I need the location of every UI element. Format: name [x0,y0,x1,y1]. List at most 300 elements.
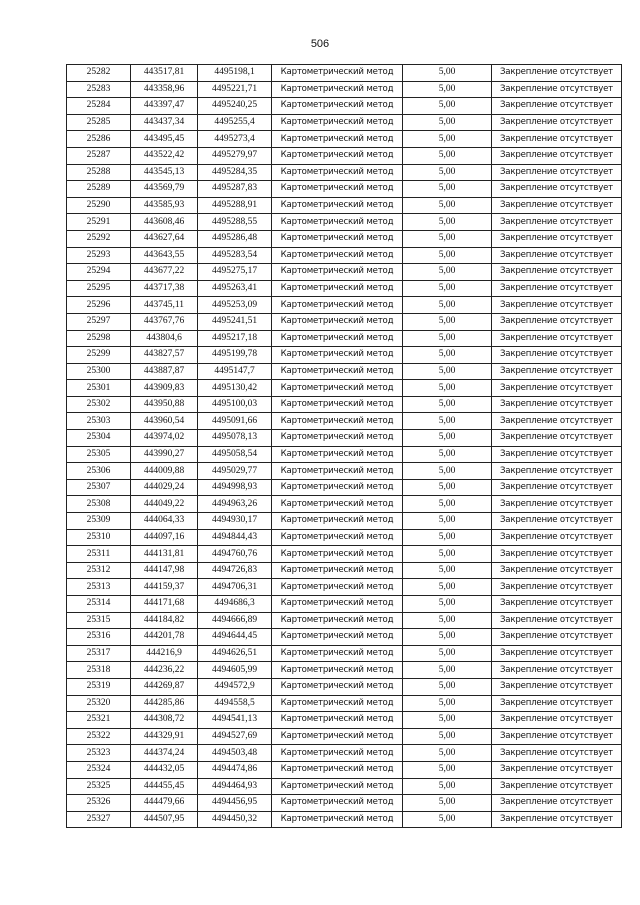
method-cell: Картометрический метод [272,695,403,712]
accuracy-cell: 5,00 [403,712,492,729]
table-row [67,546,622,563]
method-cell: Картометрический метод [272,380,403,397]
fixation-cell: Закрепление отсутствует [492,131,622,148]
table-row [67,645,622,662]
point-number-cell: 25294 [67,264,131,281]
y-coordinate-cell: 4495255,4 [198,114,272,131]
method-cell: Картометрический метод [272,529,403,546]
coordinates-table-body [67,65,622,828]
x-coordinate-cell: 443608,46 [131,214,198,231]
y-coordinate-cell: 4495287,83 [198,181,272,198]
accuracy-cell: 5,00 [403,380,492,397]
method-cell: Картометрический метод [272,811,403,828]
method-cell: Картометрический метод [272,214,403,231]
x-coordinate-cell: 444374,24 [131,745,198,762]
method-cell: Картометрический метод [272,446,403,463]
fixation-cell: Закрепление отсутствует [492,347,622,364]
fixation-cell: Закрепление отсутствует [492,546,622,563]
y-coordinate-cell: 4494464,93 [198,778,272,795]
table-row [67,297,622,314]
table-row [67,761,622,778]
method-cell: Картометрический метод [272,98,403,115]
method-cell: Картометрический метод [272,280,403,297]
method-cell: Картометрический метод [272,778,403,795]
y-coordinate-cell: 4494527,69 [198,728,272,745]
y-coordinate-cell: 4495275,17 [198,264,272,281]
table-row [67,728,622,745]
fixation-cell: Закрепление отсутствует [492,811,622,828]
coordinates-table [66,64,622,828]
point-number-cell: 25291 [67,214,131,231]
point-number-cell: 25327 [67,811,131,828]
table-row [67,678,622,695]
fixation-cell: Закрепление отсутствует [492,579,622,596]
point-number-cell: 25320 [67,695,131,712]
y-coordinate-cell: 4495078,13 [198,430,272,447]
accuracy-cell: 5,00 [403,313,492,330]
y-coordinate-cell: 4494605,99 [198,662,272,679]
method-cell: Картометрический метод [272,795,403,812]
fixation-cell: Закрепление отсутствует [492,313,622,330]
fixation-cell: Закрепление отсутствует [492,712,622,729]
point-number-cell: 25295 [67,280,131,297]
method-cell: Картометрический метод [272,496,403,513]
y-coordinate-cell: 4494844,43 [198,529,272,546]
accuracy-cell: 5,00 [403,728,492,745]
table-row [67,81,622,98]
x-coordinate-cell: 443717,38 [131,280,198,297]
table-row [67,579,622,596]
table-row [67,662,622,679]
method-cell: Картометрический метод [272,579,403,596]
accuracy-cell: 5,00 [403,330,492,347]
x-coordinate-cell: 444097,16 [131,529,198,546]
point-number-cell: 25326 [67,795,131,812]
table-row [67,811,622,828]
point-number-cell: 25297 [67,313,131,330]
fixation-cell: Закрепление отсутствует [492,778,622,795]
table-row [67,247,622,264]
y-coordinate-cell: 4495273,4 [198,131,272,148]
x-coordinate-cell: 444049,22 [131,496,198,513]
fixation-cell: Закрепление отсутствует [492,114,622,131]
table-row [67,230,622,247]
x-coordinate-cell: 443397,47 [131,98,198,115]
x-coordinate-cell: 443569,79 [131,181,198,198]
x-coordinate-cell: 443437,34 [131,114,198,131]
table-row [67,380,622,397]
y-coordinate-cell: 4495288,91 [198,197,272,214]
point-number-cell: 25313 [67,579,131,596]
accuracy-cell: 5,00 [403,214,492,231]
accuracy-cell: 5,00 [403,65,492,82]
method-cell: Картометрический метод [272,413,403,430]
accuracy-cell: 5,00 [403,413,492,430]
y-coordinate-cell: 4495279,97 [198,147,272,164]
accuracy-cell: 5,00 [403,596,492,613]
x-coordinate-cell: 443990,27 [131,446,198,463]
accuracy-cell: 5,00 [403,612,492,629]
table-row [67,330,622,347]
y-coordinate-cell: 4495029,77 [198,463,272,480]
x-coordinate-cell: 444029,24 [131,479,198,496]
x-coordinate-cell: 444131,81 [131,546,198,563]
y-coordinate-cell: 4494644,45 [198,629,272,646]
accuracy-cell: 5,00 [403,562,492,579]
table-row [67,479,622,496]
y-coordinate-cell: 4495221,71 [198,81,272,98]
point-number-cell: 25299 [67,347,131,364]
accuracy-cell: 5,00 [403,579,492,596]
table-row [67,463,622,480]
point-number-cell: 25285 [67,114,131,131]
y-coordinate-cell: 4495286,48 [198,230,272,247]
accuracy-cell: 5,00 [403,778,492,795]
method-cell: Картометрический метод [272,363,403,380]
x-coordinate-cell: 443909,83 [131,380,198,397]
method-cell: Картометрический метод [272,313,403,330]
table-row [67,164,622,181]
table-row [67,446,622,463]
table-row [67,629,622,646]
method-cell: Картометрический метод [272,264,403,281]
point-number-cell: 25310 [67,529,131,546]
x-coordinate-cell: 443974,02 [131,430,198,447]
point-number-cell: 25305 [67,446,131,463]
x-coordinate-cell: 443585,93 [131,197,198,214]
point-number-cell: 25319 [67,678,131,695]
method-cell: Картометрический метод [272,131,403,148]
method-cell: Картометрический метод [272,297,403,314]
x-coordinate-cell: 443827,57 [131,347,198,364]
method-cell: Картометрический метод [272,230,403,247]
x-coordinate-cell: 444479,66 [131,795,198,812]
accuracy-cell: 5,00 [403,811,492,828]
point-number-cell: 25316 [67,629,131,646]
fixation-cell: Закрепление отсутствует [492,678,622,695]
point-number-cell: 25301 [67,380,131,397]
y-coordinate-cell: 4495284,35 [198,164,272,181]
y-coordinate-cell: 4495283,54 [198,247,272,264]
point-number-cell: 25298 [67,330,131,347]
fixation-cell: Закрепление отсутствует [492,181,622,198]
x-coordinate-cell: 444329,91 [131,728,198,745]
fixation-cell: Закрепление отсутствует [492,65,622,82]
point-number-cell: 25324 [67,761,131,778]
fixation-cell: Закрепление отсутствует [492,662,622,679]
x-coordinate-cell: 444236,22 [131,662,198,679]
table-row [67,396,622,413]
fixation-cell: Закрепление отсутствует [492,795,622,812]
x-coordinate-cell: 443745,11 [131,297,198,314]
y-coordinate-cell: 4495253,09 [198,297,272,314]
table-row [67,529,622,546]
method-cell: Картометрический метод [272,181,403,198]
accuracy-cell: 5,00 [403,264,492,281]
fixation-cell: Закрепление отсутствует [492,363,622,380]
point-number-cell: 25323 [67,745,131,762]
page-number: 506 [310,38,330,50]
table-row [67,264,622,281]
y-coordinate-cell: 4494474,86 [198,761,272,778]
accuracy-cell: 5,00 [403,446,492,463]
fixation-cell: Закрепление отсутствует [492,463,622,480]
x-coordinate-cell: 444184,82 [131,612,198,629]
point-number-cell: 25290 [67,197,131,214]
x-coordinate-cell: 443358,96 [131,81,198,98]
point-number-cell: 25312 [67,562,131,579]
point-number-cell: 25318 [67,662,131,679]
x-coordinate-cell: 444507,95 [131,811,198,828]
point-number-cell: 25306 [67,463,131,480]
x-coordinate-cell: 444171,68 [131,596,198,613]
fixation-cell: Закрепление отсутствует [492,81,622,98]
accuracy-cell: 5,00 [403,131,492,148]
x-coordinate-cell: 443677,22 [131,264,198,281]
point-number-cell: 25325 [67,778,131,795]
y-coordinate-cell: 4494572,9 [198,678,272,695]
accuracy-cell: 5,00 [403,396,492,413]
fixation-cell: Закрепление отсутствует [492,413,622,430]
table-row [67,596,622,613]
x-coordinate-cell: 443960,54 [131,413,198,430]
point-number-cell: 25304 [67,430,131,447]
accuracy-cell: 5,00 [403,695,492,712]
x-coordinate-cell: 444216,9 [131,645,198,662]
method-cell: Картометрический метод [272,562,403,579]
table-row [67,745,622,762]
x-coordinate-cell: 443627,64 [131,230,198,247]
accuracy-cell: 5,00 [403,513,492,530]
x-coordinate-cell: 444455,45 [131,778,198,795]
fixation-cell: Закрепление отсутствует [492,280,622,297]
y-coordinate-cell: 4494726,83 [198,562,272,579]
accuracy-cell: 5,00 [403,297,492,314]
fixation-cell: Закрепление отсутствует [492,247,622,264]
point-number-cell: 25287 [67,147,131,164]
y-coordinate-cell: 4495100,03 [198,396,272,413]
point-number-cell: 25286 [67,131,131,148]
fixation-cell: Закрепление отсутствует [492,380,622,397]
fixation-cell: Закрепление отсутствует [492,98,622,115]
fixation-cell: Закрепление отсутствует [492,761,622,778]
fixation-cell: Закрепление отсутствует [492,147,622,164]
x-coordinate-cell: 443517,81 [131,65,198,82]
method-cell: Картометрический метод [272,430,403,447]
fixation-cell: Закрепление отсутствует [492,197,622,214]
table-row [67,413,622,430]
x-coordinate-cell: 443522,42 [131,147,198,164]
table-row [67,513,622,530]
fixation-cell: Закрепление отсутствует [492,479,622,496]
method-cell: Картометрический метод [272,396,403,413]
y-coordinate-cell: 4495217,18 [198,330,272,347]
method-cell: Картометрический метод [272,247,403,264]
y-coordinate-cell: 4494450,32 [198,811,272,828]
method-cell: Картометрический метод [272,114,403,131]
accuracy-cell: 5,00 [403,430,492,447]
fixation-cell: Закрепление отсутствует [492,264,622,281]
table-row [67,695,622,712]
x-coordinate-cell: 443545,13 [131,164,198,181]
table-row [67,496,622,513]
fixation-cell: Закрепление отсутствует [492,562,622,579]
accuracy-cell: 5,00 [403,363,492,380]
accuracy-cell: 5,00 [403,81,492,98]
y-coordinate-cell: 4494686,3 [198,596,272,613]
accuracy-cell: 5,00 [403,496,492,513]
accuracy-cell: 5,00 [403,529,492,546]
method-cell: Картометрический метод [272,678,403,695]
accuracy-cell: 5,00 [403,147,492,164]
fixation-cell: Закрепление отсутствует [492,728,622,745]
accuracy-cell: 5,00 [403,761,492,778]
point-number-cell: 25284 [67,98,131,115]
y-coordinate-cell: 4494558,5 [198,695,272,712]
table-row [67,430,622,447]
y-coordinate-cell: 4495199,78 [198,347,272,364]
fixation-cell: Закрепление отсутствует [492,430,622,447]
table-row [67,313,622,330]
accuracy-cell: 5,00 [403,463,492,480]
fixation-cell: Закрепление отсутствует [492,695,622,712]
fixation-cell: Закрепление отсутствует [492,629,622,646]
accuracy-cell: 5,00 [403,546,492,563]
table-row [67,197,622,214]
x-coordinate-cell: 444308,72 [131,712,198,729]
method-cell: Картометрический метод [272,612,403,629]
point-number-cell: 25309 [67,513,131,530]
x-coordinate-cell: 443804,6 [131,330,198,347]
fixation-cell: Закрепление отсутствует [492,496,622,513]
x-coordinate-cell: 443495,45 [131,131,198,148]
method-cell: Картометрический метод [272,629,403,646]
method-cell: Картометрический метод [272,761,403,778]
table-row [67,795,622,812]
accuracy-cell: 5,00 [403,629,492,646]
point-number-cell: 25322 [67,728,131,745]
accuracy-cell: 5,00 [403,98,492,115]
point-number-cell: 25283 [67,81,131,98]
method-cell: Картометрический метод [272,712,403,729]
fixation-cell: Закрепление отсутствует [492,330,622,347]
accuracy-cell: 5,00 [403,114,492,131]
table-row [67,363,622,380]
point-number-cell: 25315 [67,612,131,629]
fixation-cell: Закрепление отсутствует [492,529,622,546]
accuracy-cell: 5,00 [403,347,492,364]
point-number-cell: 25317 [67,645,131,662]
accuracy-cell: 5,00 [403,479,492,496]
x-coordinate-cell: 444009,88 [131,463,198,480]
method-cell: Картометрический метод [272,662,403,679]
point-number-cell: 25293 [67,247,131,264]
fixation-cell: Закрепление отсутствует [492,230,622,247]
fixation-cell: Закрепление отсутствует [492,612,622,629]
y-coordinate-cell: 4494626,51 [198,645,272,662]
accuracy-cell: 5,00 [403,678,492,695]
method-cell: Картометрический метод [272,546,403,563]
method-cell: Картометрический метод [272,596,403,613]
x-coordinate-cell: 444159,37 [131,579,198,596]
point-number-cell: 25303 [67,413,131,430]
y-coordinate-cell: 4494706,31 [198,579,272,596]
table-row [67,612,622,629]
method-cell: Картометрический метод [272,147,403,164]
method-cell: Картометрический метод [272,745,403,762]
fixation-cell: Закрепление отсутствует [492,297,622,314]
fixation-cell: Закрепление отсутствует [492,446,622,463]
y-coordinate-cell: 4495198,1 [198,65,272,82]
point-number-cell: 25289 [67,181,131,198]
table-row [67,280,622,297]
table-row [67,65,622,82]
accuracy-cell: 5,00 [403,230,492,247]
y-coordinate-cell: 4494666,89 [198,612,272,629]
point-number-cell: 25314 [67,596,131,613]
table-row [67,98,622,115]
method-cell: Картометрический метод [272,164,403,181]
accuracy-cell: 5,00 [403,645,492,662]
x-coordinate-cell: 443643,55 [131,247,198,264]
point-number-cell: 25308 [67,496,131,513]
y-coordinate-cell: 4495288,55 [198,214,272,231]
method-cell: Картометрический метод [272,645,403,662]
accuracy-cell: 5,00 [403,745,492,762]
method-cell: Картометрический метод [272,65,403,82]
y-coordinate-cell: 4494963,26 [198,496,272,513]
table-row [67,712,622,729]
x-coordinate-cell: 444432,05 [131,761,198,778]
y-coordinate-cell: 4495240,25 [198,98,272,115]
fixation-cell: Закрепление отсутствует [492,214,622,231]
fixation-cell: Закрепление отсутствует [492,596,622,613]
point-number-cell: 25302 [67,396,131,413]
fixation-cell: Закрепление отсутствует [492,745,622,762]
method-cell: Картометрический метод [272,347,403,364]
table-row [67,214,622,231]
method-cell: Картометрический метод [272,728,403,745]
point-number-cell: 25288 [67,164,131,181]
x-coordinate-cell: 444064,33 [131,513,198,530]
table-row [67,347,622,364]
point-number-cell: 25296 [67,297,131,314]
y-coordinate-cell: 4494503,48 [198,745,272,762]
point-number-cell: 25300 [67,363,131,380]
point-number-cell: 25292 [67,230,131,247]
y-coordinate-cell: 4495091,66 [198,413,272,430]
fixation-cell: Закрепление отсутствует [492,164,622,181]
x-coordinate-cell: 444285,86 [131,695,198,712]
y-coordinate-cell: 4494998,93 [198,479,272,496]
method-cell: Картометрический метод [272,81,403,98]
point-number-cell: 25311 [67,546,131,563]
point-number-cell: 25321 [67,712,131,729]
method-cell: Картометрический метод [272,197,403,214]
y-coordinate-cell: 4494930,17 [198,513,272,530]
accuracy-cell: 5,00 [403,662,492,679]
x-coordinate-cell: 444201,78 [131,629,198,646]
y-coordinate-cell: 4495058,54 [198,446,272,463]
point-number-cell: 25282 [67,65,131,82]
accuracy-cell: 5,00 [403,197,492,214]
y-coordinate-cell: 4495130,42 [198,380,272,397]
table-row [67,181,622,198]
accuracy-cell: 5,00 [403,280,492,297]
fixation-cell: Закрепление отсутствует [492,396,622,413]
accuracy-cell: 5,00 [403,164,492,181]
y-coordinate-cell: 4494541,13 [198,712,272,729]
